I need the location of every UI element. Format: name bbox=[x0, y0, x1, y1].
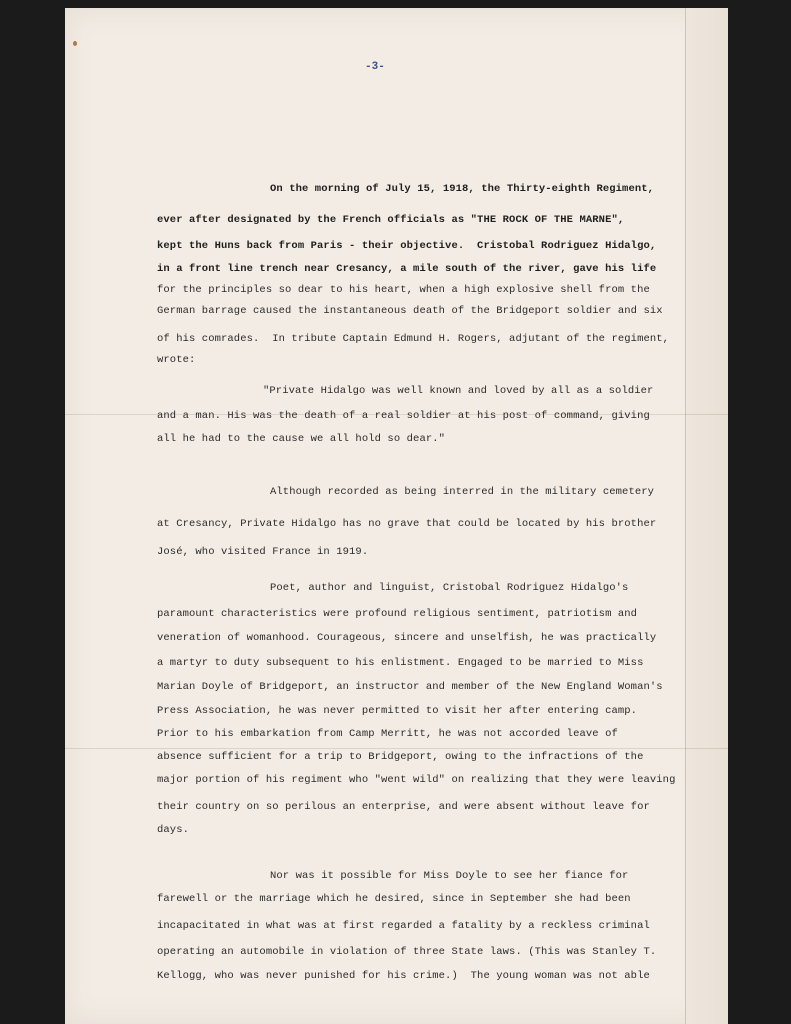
paragraph-3-line-3: veneration of womanhood. Courageous, sincere and unselfish, he was practically bbox=[157, 632, 657, 644]
fold-crease bbox=[65, 748, 728, 749]
page-number: -3- bbox=[365, 61, 385, 73]
paragraph-4-line-1: Nor was it possible for Miss Doyle to see her fiance for bbox=[270, 870, 629, 882]
paragraph-3-line-7: Prior to his embarkation from Camp Merritt, he was not accorded leave of bbox=[157, 728, 618, 740]
paragraph-4-line-5: Kellogg, who was never punished for his crime.) The young woman was not able bbox=[157, 970, 650, 982]
paragraph-3-line-4: a martyr to duty subsequent to his enlistment. Engaged to be married to Miss bbox=[157, 657, 644, 669]
paragraph-4-line-3: incapacitated in what was at first regarded a fatality by a reckless criminal bbox=[157, 920, 650, 932]
paragraph-1-line-4: in a front line trench near Cresancy, a mile south of the river, gave his life bbox=[157, 263, 657, 275]
paragraph-2-line-1: Although recorded as being interred in the military cemetery bbox=[270, 486, 655, 498]
paragraph-1-line-5: for the principles so dear to his heart, when a high explosive shell from the bbox=[157, 284, 650, 296]
quote-line-1: "Private Hidalgo was well known and loved by all as a soldier bbox=[263, 385, 654, 397]
paragraph-3-line-10: their country on so perilous an enterprise, and were absent without leave for bbox=[157, 801, 650, 813]
paragraph-1-line-3: kept the Huns back from Paris - their objective. Cristobal Rodriguez Hidalgo, bbox=[157, 240, 657, 252]
paragraph-1-line-1: On the morning of July 15, 1918, the Thirty-eighth Regiment, bbox=[270, 183, 655, 195]
paragraph-2-line-3: José, who visited France in 1919. bbox=[157, 546, 369, 558]
paragraph-3-line-5: Marian Doyle of Bridgeport, an instructor and member of the New England Woman's bbox=[157, 681, 663, 693]
paragraph-1-line-6: German barrage caused the instantaneous death of the Bridgeport soldier and six bbox=[157, 305, 663, 317]
paragraph-1-line-8: wrote: bbox=[157, 354, 196, 366]
paragraph-3-line-1: Poet, author and linguist, Cristobal Rodriguez Hidalgo's bbox=[270, 582, 629, 594]
paragraph-1-line-2: ever after designated by the French officials as "THE ROCK OF THE MARNE", bbox=[157, 214, 625, 226]
paragraph-4-line-2: farewell or the marriage which he desired, since in September she had been bbox=[157, 893, 631, 905]
paragraph-2-line-2: at Cresancy, Private Hidalgo has no grave that could be located by his brother bbox=[157, 518, 657, 530]
quote-line-2: and a man. His was the death of a real soldier at his post of command, giving bbox=[157, 410, 650, 422]
paragraph-1-line-7: of his comrades. In tribute Captain Edmund H. Rogers, adjutant of the regiment, bbox=[157, 333, 670, 345]
paragraph-4-line-4: operating an automobile in violation of three State laws. (This was Stanley T. bbox=[157, 946, 657, 958]
paragraph-3-line-9: major portion of his regiment who "went wild" on realizing that they were leaving bbox=[157, 774, 676, 786]
paper-edge-strip bbox=[685, 8, 728, 1024]
quote-line-3: all he had to the cause we all hold so dear." bbox=[157, 433, 446, 445]
paragraph-3-line-6: Press Association, he was never permitted to visit her after entering camp. bbox=[157, 705, 638, 717]
paragraph-3-line-8: absence sufficient for a trip to Bridgeport, owing to the infractions of the bbox=[157, 751, 644, 763]
paper-sheet bbox=[65, 8, 728, 1024]
paragraph-3-line-2: paramount characteristics were profound religious sentiment, patriotism and bbox=[157, 608, 638, 620]
pin-hole-mark bbox=[73, 41, 77, 46]
paragraph-3-line-11: days. bbox=[157, 824, 190, 836]
